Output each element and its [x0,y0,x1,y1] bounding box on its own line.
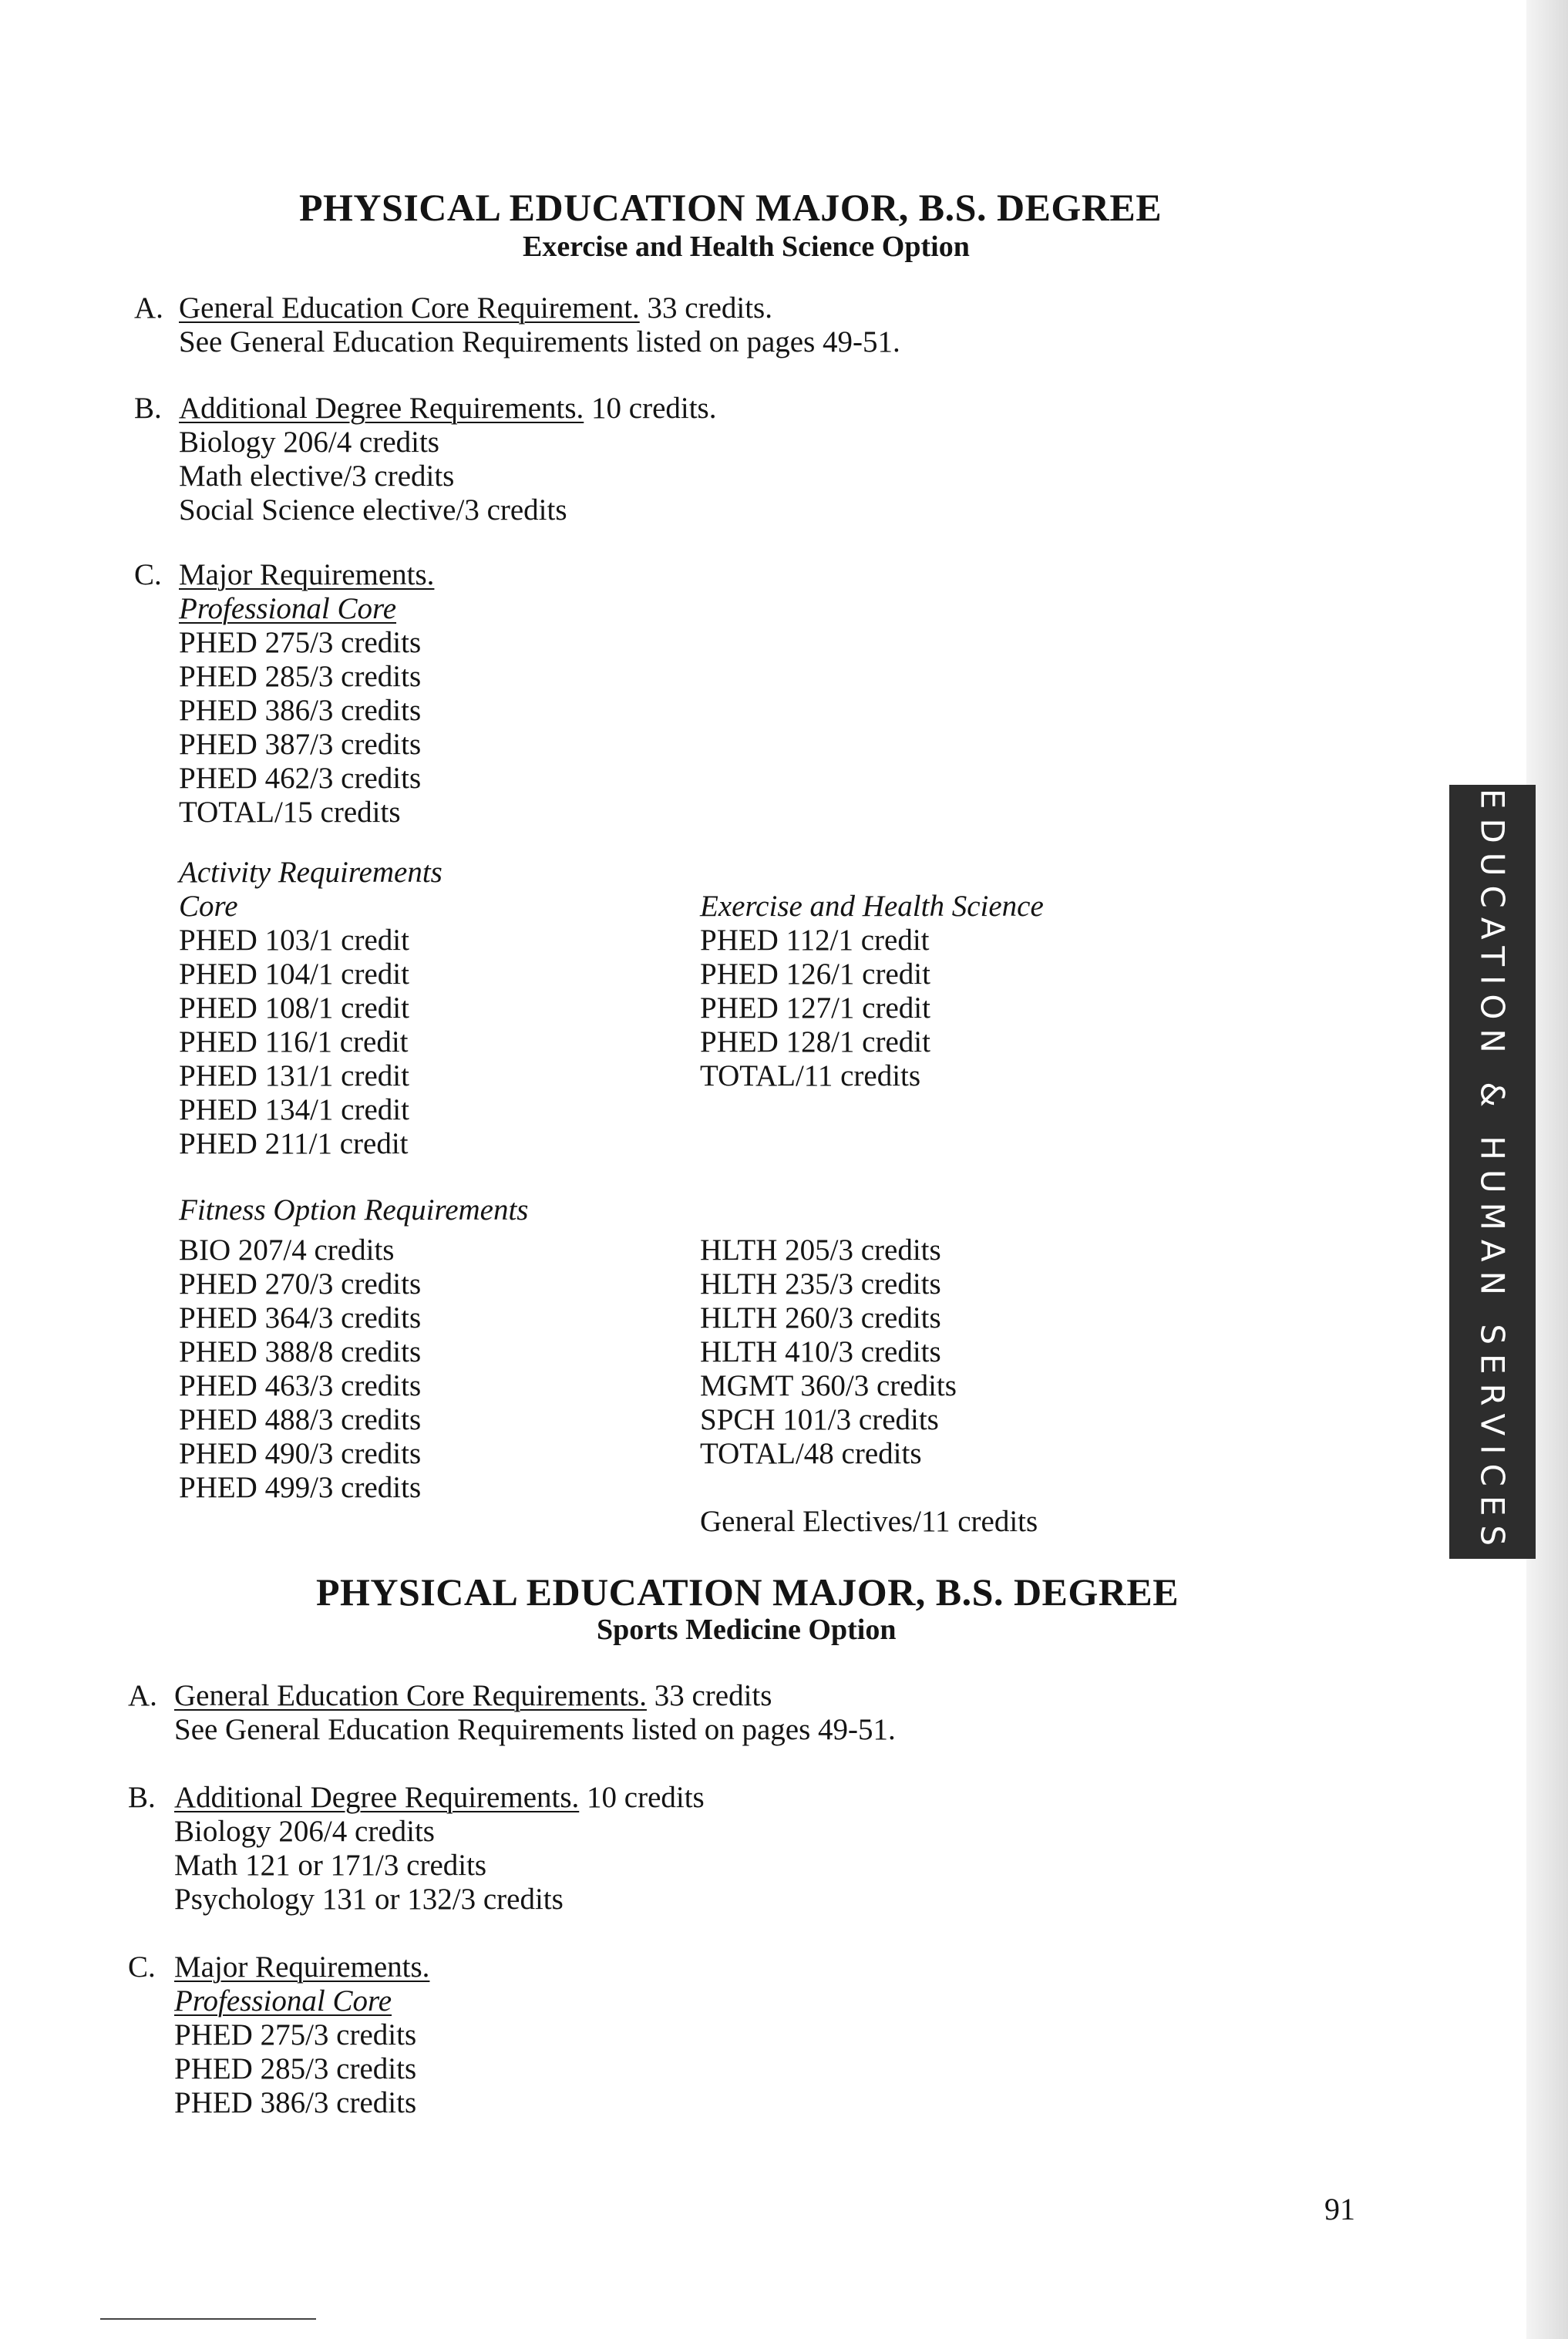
fitness-right-column [700,1233,957,1471]
list-item: PHED 386/3 credits [174,2086,417,2119]
list-item: PHED 134/1 credit [179,1093,409,1126]
section2-a-heading: General Education Core Requirements. [174,1679,647,1712]
list-item: PHED 126/1 credit [700,957,930,991]
list-item: PHED 386/3 credits [179,694,422,727]
section2-subtitle: Sports Medicine Option [597,1614,897,1646]
list-item: PHED 490/3 credits [179,1437,422,1470]
activity-requirements-label: Activity Requirements [179,856,442,889]
section2-a-note: See General Education Requirements listed on pages 49-51. [174,1713,896,1746]
section1-title: PHYSICAL EDUCATION MAJOR, B.S. DEGREE [299,186,1163,229]
section2-professional-core-label: Professional Core [174,1984,392,2018]
section2-c-heading: Major Requirements. [174,1950,430,1984]
list-item: HLTH 235/3 credits [700,1267,941,1301]
ehs-label: Exercise and Health Science [700,890,1044,923]
fitness-option-label: Fitness Option Requirements [179,1193,529,1227]
general-electives: General Electives/11 credits [700,1505,1038,1538]
list-item: PHED 128/1 credit [700,1025,930,1058]
section2-item-a-label: A. [128,1679,157,1712]
list-item: PHED 275/3 credits [174,2018,417,2051]
list-item: PHED 499/3 credits [179,1471,422,1504]
section1-item-c [179,558,434,830]
list-item: PHED 116/1 credit [179,1025,409,1058]
list-item: HLTH 410/3 credits [700,1335,941,1368]
fitness-left-column [179,1233,421,1505]
page-number: 91 [1324,2192,1355,2226]
section1-a-heading: General Education Core Requirement. [179,291,640,325]
list-item: PHED 463/3 credits [179,1369,422,1402]
section1-b-heading: Additional Degree Requirements. [179,392,584,425]
list-item: TOTAL/11 credits [700,1059,921,1092]
section1-a-note: See General Education Requirements listed on pages 49-51. [179,325,900,358]
section1-item-b-label: B. [134,392,162,425]
section1-a-credits: 33 credits. [639,291,772,325]
list-item: PHED 112/1 credit [700,924,930,957]
section1-item-b [179,392,716,527]
section1-item-a [179,291,900,359]
list-item: Social Science elective/3 credits [179,493,567,527]
list-item: BIO 207/4 credits [179,1233,395,1267]
section2-item-a [174,1679,896,1747]
list-item: PHED 127/1 credit [700,991,930,1025]
list-item: Math 121 or 171/3 credits [174,1849,487,1882]
section1-item-a-label: A. [134,291,163,325]
section2-b-heading: Additional Degree Requirements. [174,1781,580,1814]
section2-item-c-label: C. [128,1950,156,1984]
list-item: HLTH 205/3 credits [700,1233,941,1267]
list-item: PHED 285/3 credits [179,660,422,693]
section1-professional-core-label: Professional Core [179,592,397,625]
list-item: TOTAL/48 credits [700,1437,922,1470]
list-item: PHED 364/3 credits [179,1301,422,1334]
section2-item-b [174,1781,705,1917]
list-item: Psychology 131 or 132/3 credits [174,1883,564,1916]
list-item: PHED 108/1 credit [179,991,409,1025]
section1-b-credits: 10 credits. [584,392,717,425]
list-item: PHED 462/3 credits [179,762,422,795]
list-item: HLTH 260/3 credits [700,1301,941,1334]
list-item: PHED 104/1 credit [179,957,409,991]
list-item: Biology 206/4 credits [174,1815,435,1848]
footer-rule [100,2318,316,2320]
section1-item-c-label: C. [134,558,162,591]
list-item: PHED 103/1 credit [179,924,409,957]
ehs-column [700,890,1044,1093]
list-item: PHED 270/3 credits [179,1267,422,1301]
side-tab-label: EDUCATION & HUMAN SERVICES [1473,788,1512,1556]
section2-a-credits: 33 credits [646,1679,772,1712]
list-item: PHED 285/3 credits [174,2052,417,2085]
section1-subtitle: Exercise and Health Science Option [523,231,970,263]
core-label: Core [179,890,238,923]
list-item: Math elective/3 credits [179,459,455,493]
list-item: SPCH 101/3 credits [700,1403,939,1436]
list-item: PHED 275/3 credits [179,626,422,659]
section2-item-b-label: B. [128,1781,156,1814]
list-item: PHED 387/3 credits [179,728,422,761]
section2-item-c [174,1950,429,2120]
section2-title: PHYSICAL EDUCATION MAJOR, B.S. DEGREE [316,1570,1179,1614]
list-item: PHED 131/1 credit [179,1059,409,1092]
list-item: Biology 206/4 credits [179,426,439,459]
list-item: TOTAL/15 credits [179,796,401,829]
section1-c-heading: Major Requirements. [179,558,435,591]
list-item: PHED 388/8 credits [179,1335,422,1368]
activity-core-column [179,856,442,1161]
list-item: PHED 211/1 credit [179,1127,409,1160]
section2-b-credits: 10 credits [579,1781,705,1814]
list-item: PHED 488/3 credits [179,1403,422,1436]
list-item: MGMT 360/3 credits [700,1369,957,1402]
